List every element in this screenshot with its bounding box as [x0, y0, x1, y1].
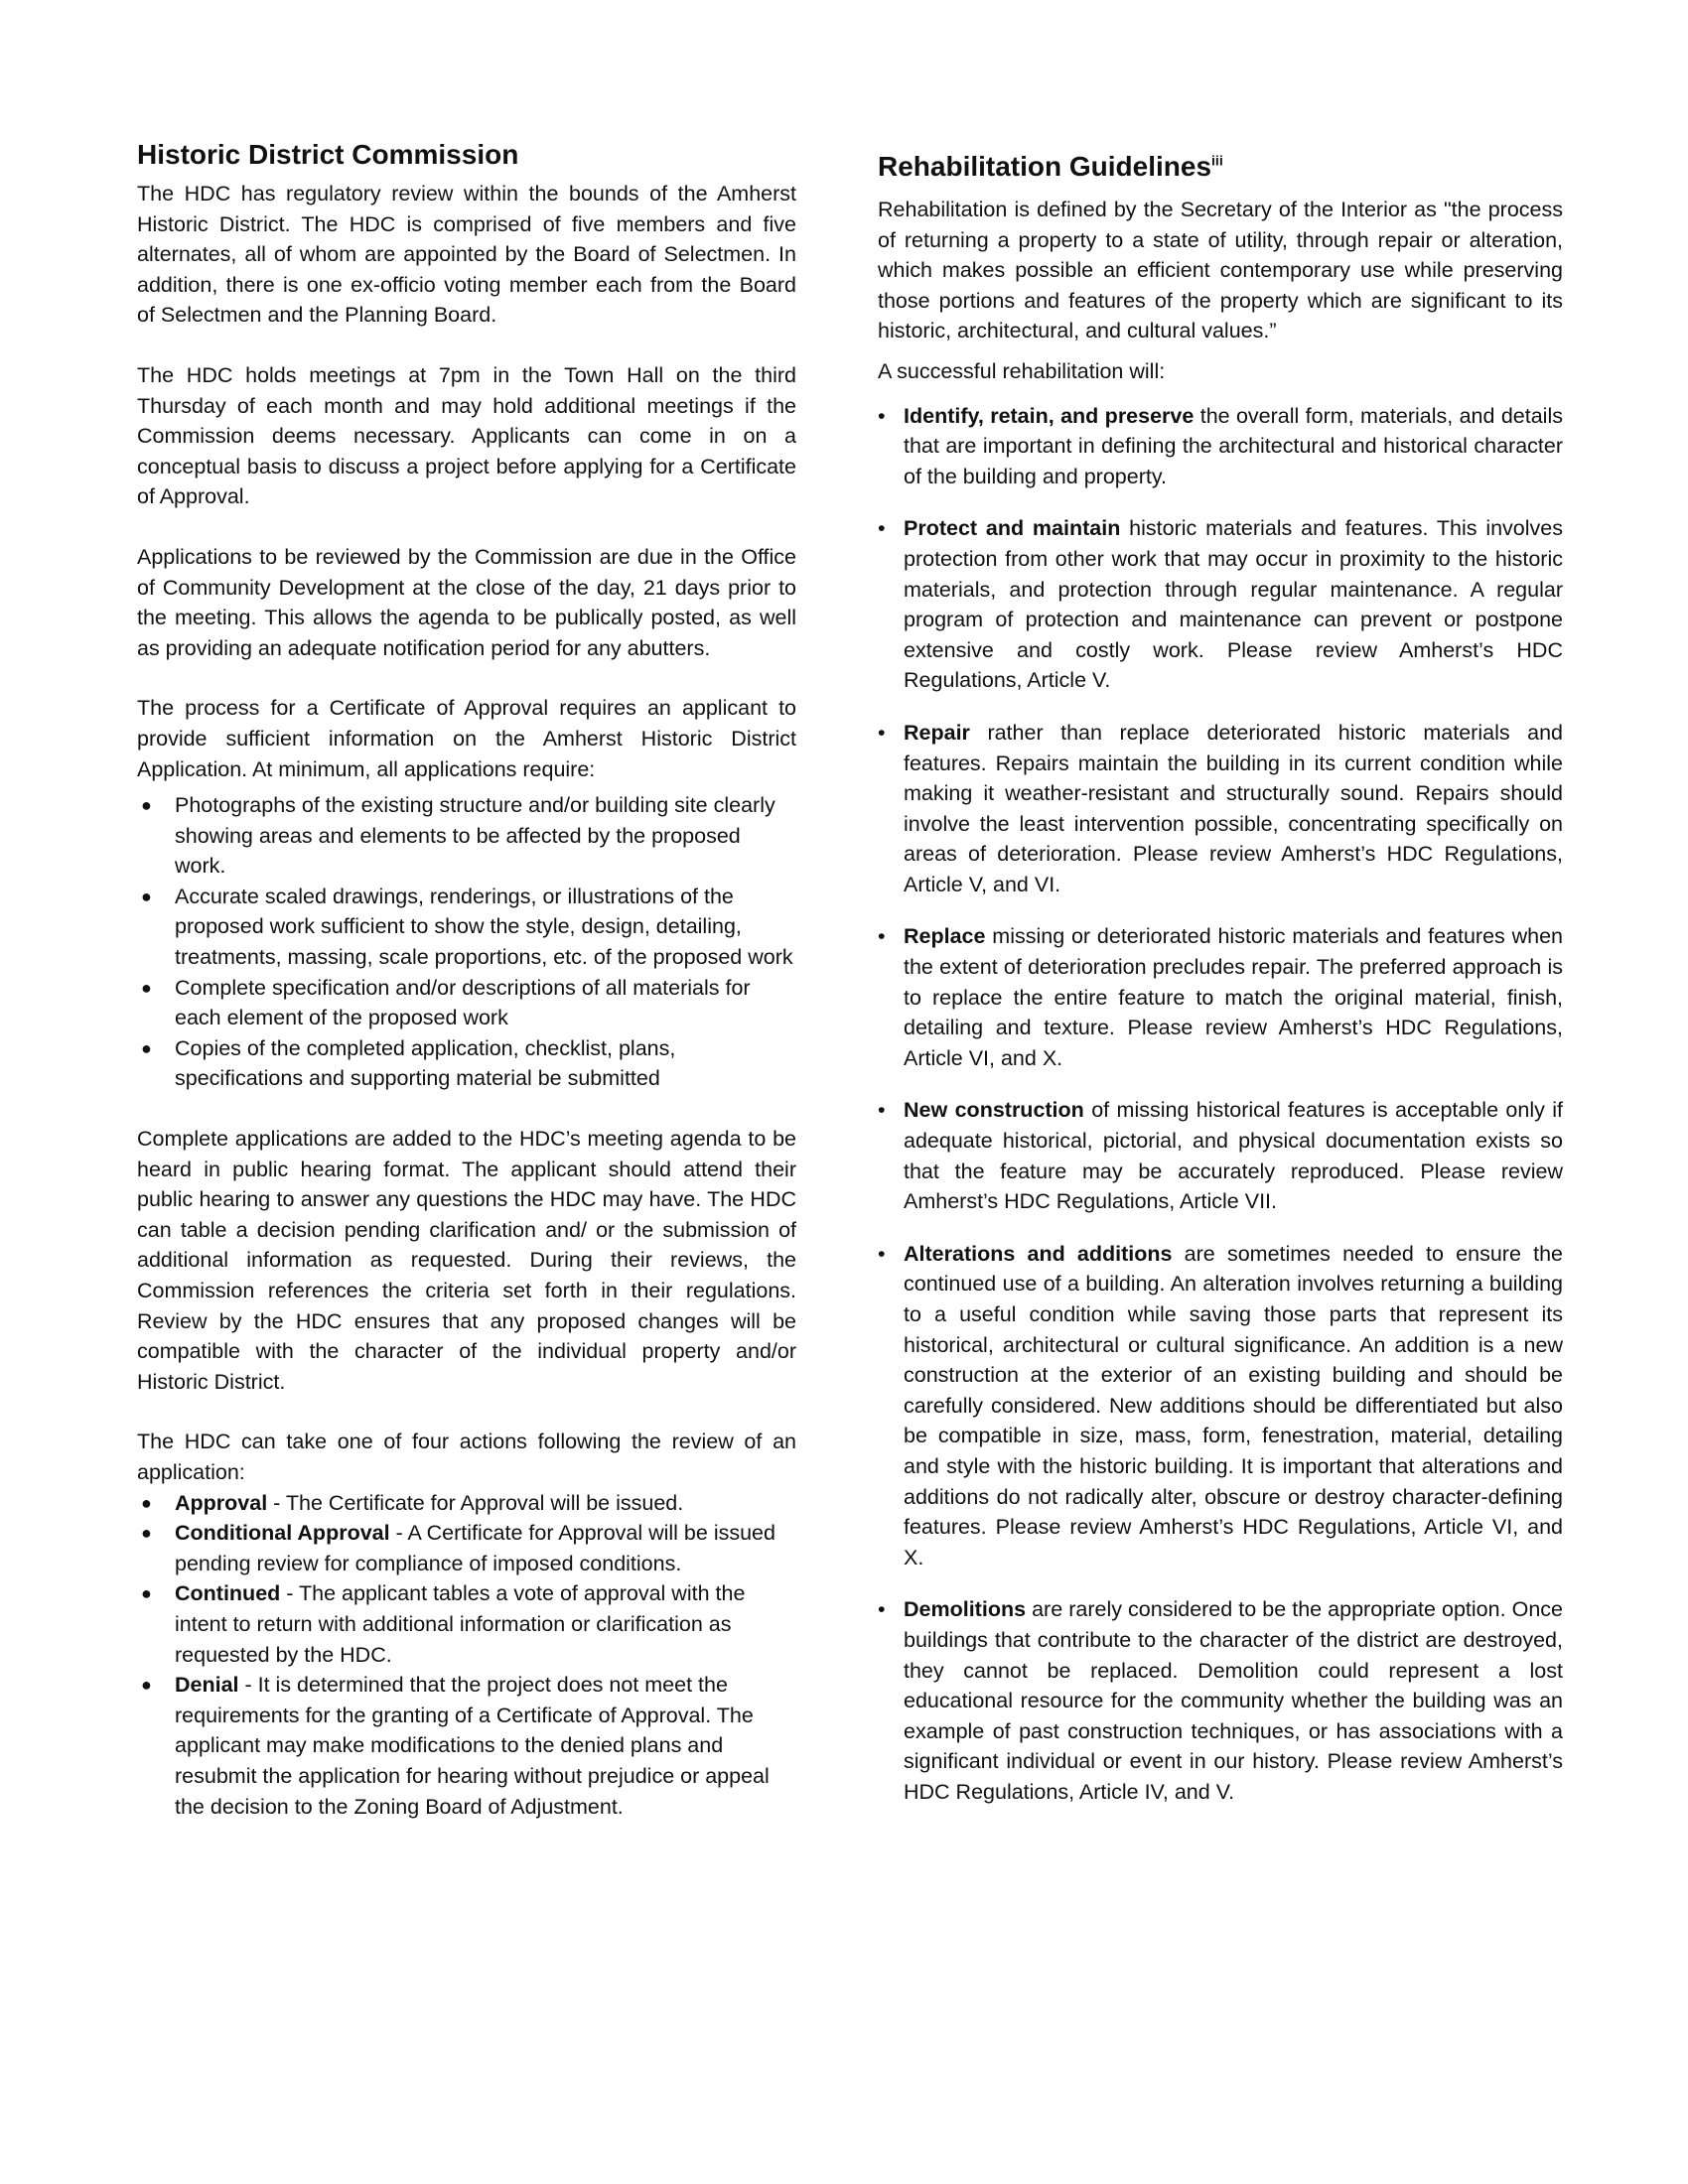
hdc-paragraph-hearing: Complete applications are added to the HDC’s meeting agenda to be heard in public hearing format. The applicant should attend their public hearing to answer any questions the HDC may have. The HDC can table a decision pending clarification and/ or the submission of additional information as requested. During their reviews, the Commission references the criteria set forth in their regulations. Review by the HDC ensures that any proposed changes will be compatible with the character of the individual property and/or Historic District. — [137, 1127, 796, 1394]
hdc-paragraph-process: The process for a Certificate of Approval requires an applicant to provide sufficient information on the Amherst Historic District Application. At minimum, all applications require: — [137, 696, 796, 781]
requirements-list — [137, 790, 796, 1094]
bullet-icon: • — [878, 1241, 886, 1266]
list-item: ● Approval - The Certificate for Approval will be issued. — [137, 1488, 796, 1519]
list-item: • Alterations and additions are sometimes needed to ensure the continued use of a building. An alteration involves returning a building to a useful condition while saving those parts that represent its historical, architectural or cultural significance. An addition is a new construction at the exterior of an existing building and should be carefully considered. New additions should be differentiated but also be compatible in size, mass, form, fenestration, material, detailing and style with the historic building. It is important that alterations and additions do not radically alter, obscure or destroy character-defining features. Please review Amherst’s HDC Regulations, Article VI, and X. — [878, 1239, 1563, 1573]
hdc-paragraph-meetings: The HDC holds meetings at 7pm in the Town Hall on the third Thursday of each month and may hold additional meetings if the Commission deems necessary. Applicants can come in on a conceptual basis to discuss a project before applying for a Certificate of Approval. — [137, 362, 796, 509]
bullet-icon: • — [878, 516, 886, 541]
left-column — [137, 137, 796, 1822]
actions-list — [137, 1488, 796, 1823]
bullet-icon: • — [878, 403, 886, 428]
guidelines-list — [878, 401, 1563, 1808]
bullet-icon: ● — [141, 795, 152, 816]
right-column — [878, 137, 1563, 1808]
bullet-icon: • — [878, 1098, 886, 1123]
bullet-icon: ● — [141, 886, 152, 906]
list-item: ● Conditional Approval - A Certificate for Approval will be issued pending review for compliance of imposed conditions. — [137, 1518, 796, 1578]
list-item: • Protect and maintain historic materials and features. This involves protection from other work that may occur in proximity to the historic materials, and protection through regular maintenance. A regular program of protection and maintenance can prevent or postpone extensive and costly work. Please review Amherst’s HDC Regulations, Article V. — [878, 513, 1563, 696]
bullet-icon: ● — [141, 1523, 152, 1544]
rehab-heading: Rehabilitation Guidelines$^{iii}$ — [878, 151, 1223, 182]
bullet-icon: ● — [141, 1037, 152, 1058]
list-item: ● Photographs of the existing structure and/or building site clearly showing areas and elements to be affected by the proposed work. — [137, 790, 796, 882]
hdc-paragraph-applications: Applications to be reviewed by the Commission are due in the Office of Community Development at the close of the day, 21 days prior to the meeting. This allows the agenda to be publically posted, as well as providing an adequate notification period for any abutters. — [137, 544, 796, 660]
list-item: • Demolitions are rarely considered to be the appropriate option. Once buildings that contribute to the character of the district are destroyed, they cannot be replaced. Demolition could represent a lost educational resource for the community whether the building was an example of past construction techniques, or has associations with a significant individual or event in our history. Please review Amherst’s HDC Regulations, Article IV, and V. — [878, 1594, 1563, 1807]
hdc-paragraph-actions-intro: The HDC can take one of four actions following the review of an application: — [137, 1430, 796, 1484]
list-item: ● Denial - It is determined that the project does not meet the requirements for the granting of a Certificate of Approval. The applicant may make modifications to the denied plans and resubmit the application for hearing without prejudice or appeal the decision to the Zoning Board of Adjustment. — [137, 1670, 796, 1822]
list-item: ● Copies of the completed application, checklist, plans, specifications and supporting material be submitted — [137, 1033, 796, 1094]
hdc-heading: Historic District Commission — [137, 139, 519, 170]
list-item: • New construction of missing historical features is acceptable only if adequate historical, pictorial, and physical documentation exists so that the feature may be accurately reproduced. Please review Amherst’s HDC Regulations, Article VII. — [878, 1095, 1563, 1216]
bullet-icon: ● — [141, 977, 152, 998]
list-item: • Replace missing or deteriorated historic materials and features when the extent of deterioration precludes repair. The preferred approach is to replace the entire feature to match the original material, finish, detailing and texture. Please review Amherst’s HDC Regulations, Article VI, and X. — [878, 921, 1563, 1073]
hdc-paragraph-composition: The HDC has regulatory review within the bounds of the Amherst Historic District. The HDC is comprised of five members and five alternates, all of whom are appointed by the Board of Selectmen. In addition, there is one ex-officio voting member each from the Board of Selectmen and the Planning Board. — [137, 182, 796, 328]
bullet-icon: • — [878, 924, 886, 949]
rehab-intro: A successful rehabilitation will: — [878, 358, 1166, 383]
list-item: ● Continued - The applicant tables a vote of approval with the intent to return with additional information or clarification as requested by the HDC. — [137, 1578, 796, 1670]
bullet-icon: • — [878, 720, 886, 745]
list-item: • Identify, retain, and preserve the overall form, materials, and details that are important in defining the architectural and historical character of the building and property. — [878, 401, 1563, 492]
list-item: ● Accurate scaled drawings, renderings, or illustrations of the proposed work sufficient to show the style, design, detailing, treatments, massing, scale proportions, etc. of the proposed work — [137, 882, 796, 973]
list-item: • Repair rather than replace deteriorated historic materials and features. Repairs maintain the building in its current condition while making it weather-resistant and structurally sound. Repairs should involve the least intervention possible, concentrating specifically on areas of deterioration. Please review Amherst’s HDC Regulations, Article V, and VI. — [878, 718, 1563, 900]
footnote-marker: iii — [1211, 152, 1223, 169]
bullet-icon: ● — [141, 1675, 152, 1696]
list-item: ● Complete specification and/or descriptions of all materials for each element of the proposed work — [137, 973, 796, 1033]
bullet-icon: ● — [141, 1583, 152, 1604]
rehab-definition: Rehabilitation is defined by the Secretary of the Interior as "the process of returning a property to a state of utility, through repair or alteration, which makes possible an efficient contemporary use while preserving those portions and features of the property which are significant to its historic, architectural, and cultural values.” — [878, 198, 1563, 343]
bullet-icon: ● — [141, 1492, 152, 1513]
bullet-icon: • — [878, 1597, 886, 1622]
